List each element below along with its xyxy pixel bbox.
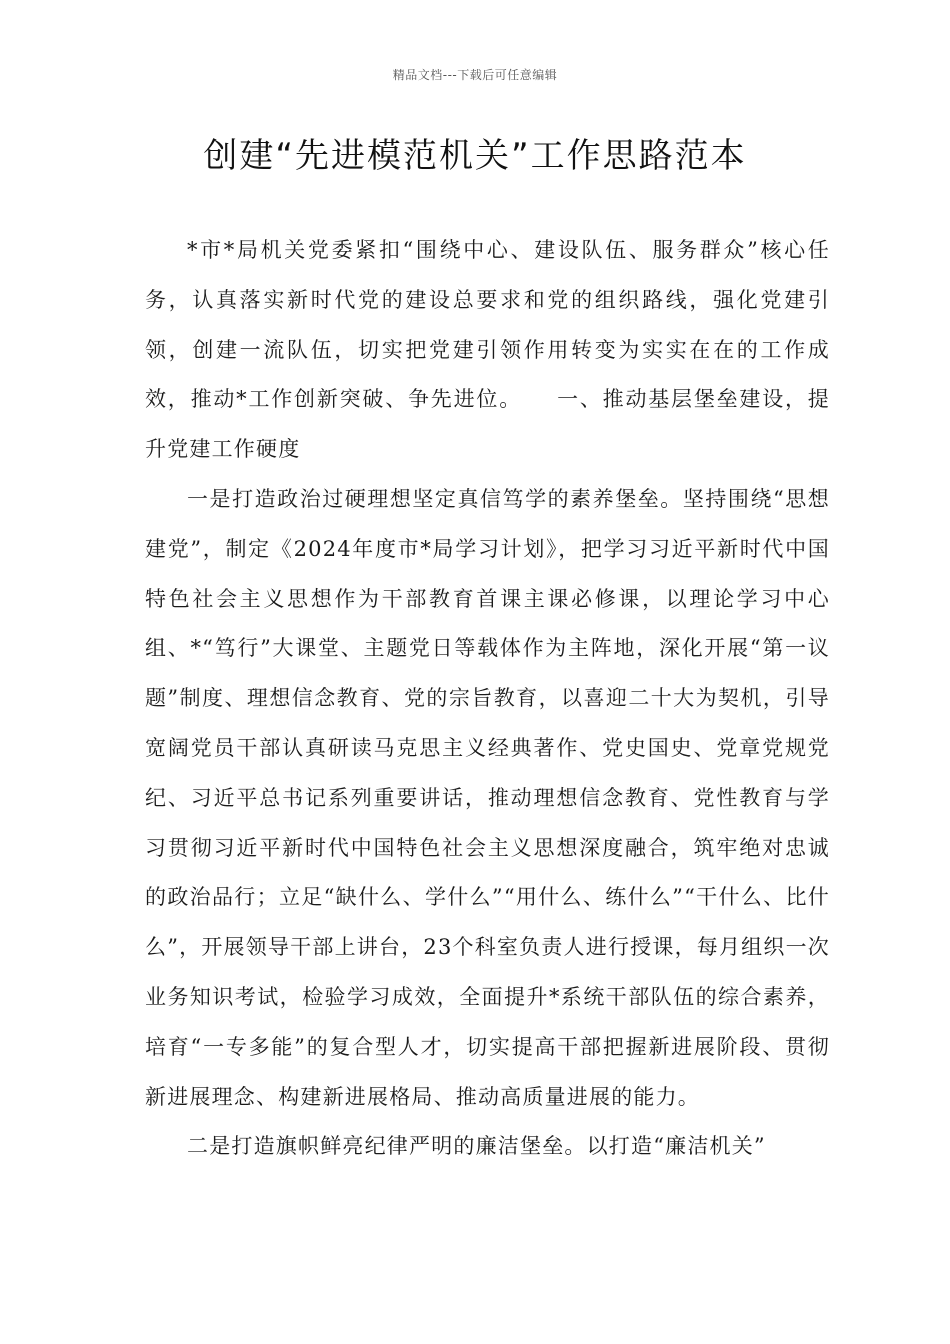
header-note: 精品文档---下载后可任意编辑 (392, 68, 558, 82)
document-body (145, 226, 830, 1172)
paragraph-item-two: 二是打造旗帜鲜亮纪律严明的廉洁堡垒。以打造“廉洁机关” (187, 1134, 766, 1159)
paragraph-item-one: 一是打造政治过硬理想坚定真信笃学的素养堡垒。坚持围绕“思想建党”，制定《2024年度市*局学习计划》，把学习习近平新时代中国特色社会主义思想作为干部教育首课主课必修课，以理论学习中心组、*“笃行”大课堂、主题党日等载体作为主阵地，深化开展“第一议题”制度、理想信念教育、党的宗旨教育，以喜迎二十大为契机，引导宽阔党员干部认真研读马克思主义经典著作、党史国史、党章党规党纪、习近平总书记系列重要讲话，推动理想信念教育、党性教育与学习贯彻习近平新时代中国特色社会主义思想深度融合，筑牢绝对忠诚的政治品行；立足“缺什么、学什么”“用什么、练什么”“干什么、比什么”，开展领导干部上讲台，23个科室负责人进行授课，每月组织一次业务知识考试，检验学习成效，全面提升*系统干部队伍的综合素养，培育“一专多能”的复合型人才，切实提高干部把握新进展阶段、贯彻新进展理念、构建新进展格局、推动高质量进展的能力。 (145, 486, 830, 1109)
paragraph-intro: *市*局机关党委紧扣“围绕中心、建设队伍、服务群众”核心任务，认真落实新时代党的建设总要求和党的组织路线，强化党建引领，创建一流队伍，切实把党建引领作用转变为实实在在的工作成效，推动*工作创新突破、争先进位。 一、推动基层堡垒建设，提升党建工作硬度 (145, 238, 830, 462)
document-title: 创建“先进模范机关”工作思路范本 (203, 136, 747, 176)
